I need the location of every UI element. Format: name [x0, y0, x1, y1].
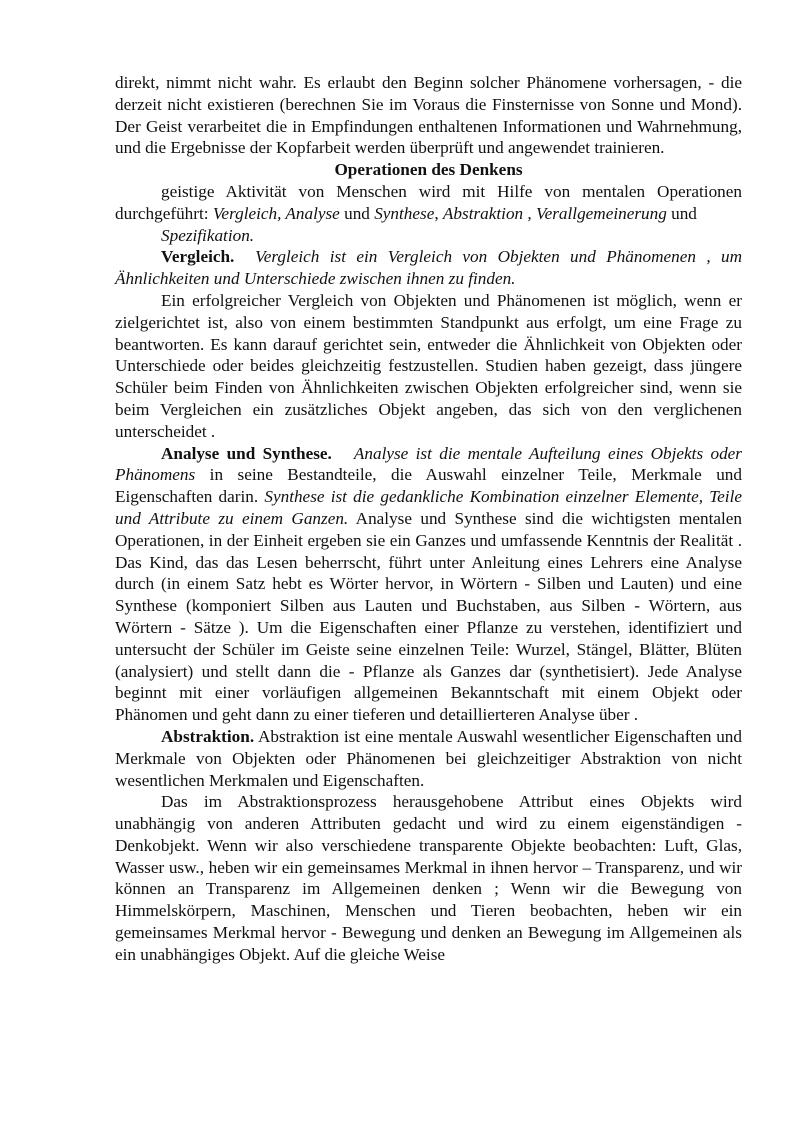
paragraph-abstraction	[115, 726, 742, 791]
paragraph-comparison-body: Ein erfolgreicher Vergleich von Objekten und Phänomenen ist möglich, wenn er zielgerichtet ist, also von einem bestimmten Standpunkt aus erfolgt, um eine Frage zu beantworten. Es kann darauf gerichtet sein, entweder die Ähnlichkeit von Objekten oder Unterschiede oder beides gleichzeitig festzustellen. Studien haben gezeigt, dass jüngere Schüler beim Finden von Ähnlichkeiten zwischen Objekten erfolgreicher sind, wenn sie beim Vergleichen ein zusätzliches Objekt angeben, das sich von den verglichenen unterscheidet .	[115, 290, 742, 441]
italic-term: Abstraktion , Verallgemeinerung	[442, 203, 667, 223]
document-page	[115, 72, 742, 966]
text-run: und	[666, 203, 697, 223]
text-run: Analyse und Synthese sind die wichtigsten mentalen Operationen, in der Einheit ergeben sie ein Ganzes und umfassende Kenntnis der Realität . Das Kind, das das Lesen beherrscht, führt unter Anleitung eines Lehrers eine Analyse durch (in einem Satz hebt es Wörter hervor, in Wörtern - Silben und Lauten) und eine Synthese (komponiert Silben aus Lauten und Buchstaben, aus Silben - Wörtern, aus Wörtern - Sätze ). Um die Eigenschaften einer Pflanze zu verstehen, identifiziert und untersucht der Schüler im Geiste seine einzelnen Teile: Wurzel, Stängel, Blätter, Blüten (analysiert) und stellt dann die - Pflanze als Ganzes dar (synthetisiert). Jede Analyse beginnt mit einer vorläufigen allgemeinen Bekanntschaft mit einem Objekt oder Phänomen und geht dann zu einer tieferen und detaillierteren Analyse über .	[115, 508, 742, 725]
text-run: Abstraktion ist eine mentale Auswahl wesentlicher Eigenschaften und Merkmale von Objekten oder Phänomenen bei gleichzeitiger Abstraktion von nicht wesentlichen Merkmalen und Eigenschaften.	[115, 726, 742, 790]
paragraph-intro: direkt, nimmt nicht wahr. Es erlaubt den Beginn solcher Phänomene vorhersagen, - die derzeit nicht existieren (berechnen Sie im Voraus die Finsternisse von Sonne und Mond). Der Geist verarbeitet die in Empfindungen enthaltenen Informationen und Wahrnehmung, und die Ergebnisse der Kopfarbeit werden überprüft und angewendet trainieren.	[115, 73, 742, 158]
italic-definition: Vergleich ist ein Vergleich von Objekten und Phänomenen , um Ähnlichkeiten und Unterschiede zwischen ihnen zu finden.	[115, 247, 743, 289]
bold-term: Vergleich.	[161, 247, 235, 267]
text-run: ,	[434, 203, 443, 223]
paragraph-abstraction-body: Das im Abstraktionsprozess herausgehobene Attribut eines Objekts wird unabhängig von anderen Attributen gedacht und wird zu einem eigenständigen - Denkobjekt. Wenn wir also verschiedene transparente Objekte beobachten: Luft, Glas, Wasser usw., heben wir ein gemeinsames Merkmal in ihnen hervor – Transparenz, und wir können an Transparenz im Allgemeinen denken ; Wenn wir die Bewegung von Himmelskörpern, Maschinen, Menschen und Tieren beobachten, heben wir ein gemeinsames Merkmal hervor - Bewegung und denken an Bewegung im Allgemeinen als ein unabhängiges Objekt. Auf die gleiche Weise	[115, 792, 742, 964]
paragraph-operations	[115, 181, 742, 225]
italic-definition: Synthese ist die gedankliche Kombination einzelner Elemente, Teile und Attribute zu einem Ganzen.	[115, 487, 742, 528]
italic-definition: Analyse ist die mentale Aufteilung eines Objekts oder Phänomens	[115, 443, 742, 485]
paragraph-analysis-synthesis	[115, 443, 742, 726]
italic-term: Synthese	[374, 203, 435, 223]
paragraph-specification: Spezifikation.	[161, 225, 255, 245]
text-run: geistige Aktivität von Menschen wird mit Hilfe von mentalen Operationen durchgeführt:	[115, 181, 742, 223]
text-run: in seine Bestandteile, die Auswahl einzelner Teile, Merkmale und Eigenschaften darin.	[115, 465, 742, 507]
bold-term: Abstraktion.	[161, 726, 255, 746]
text-run: und	[339, 203, 375, 223]
italic-term: Vergleich, Analyse	[212, 203, 340, 223]
paragraph-comparison-definition	[115, 246, 742, 290]
section-heading: Operationen des Denkens	[334, 160, 523, 180]
bold-term: Analyse und Synthese.	[161, 443, 332, 463]
